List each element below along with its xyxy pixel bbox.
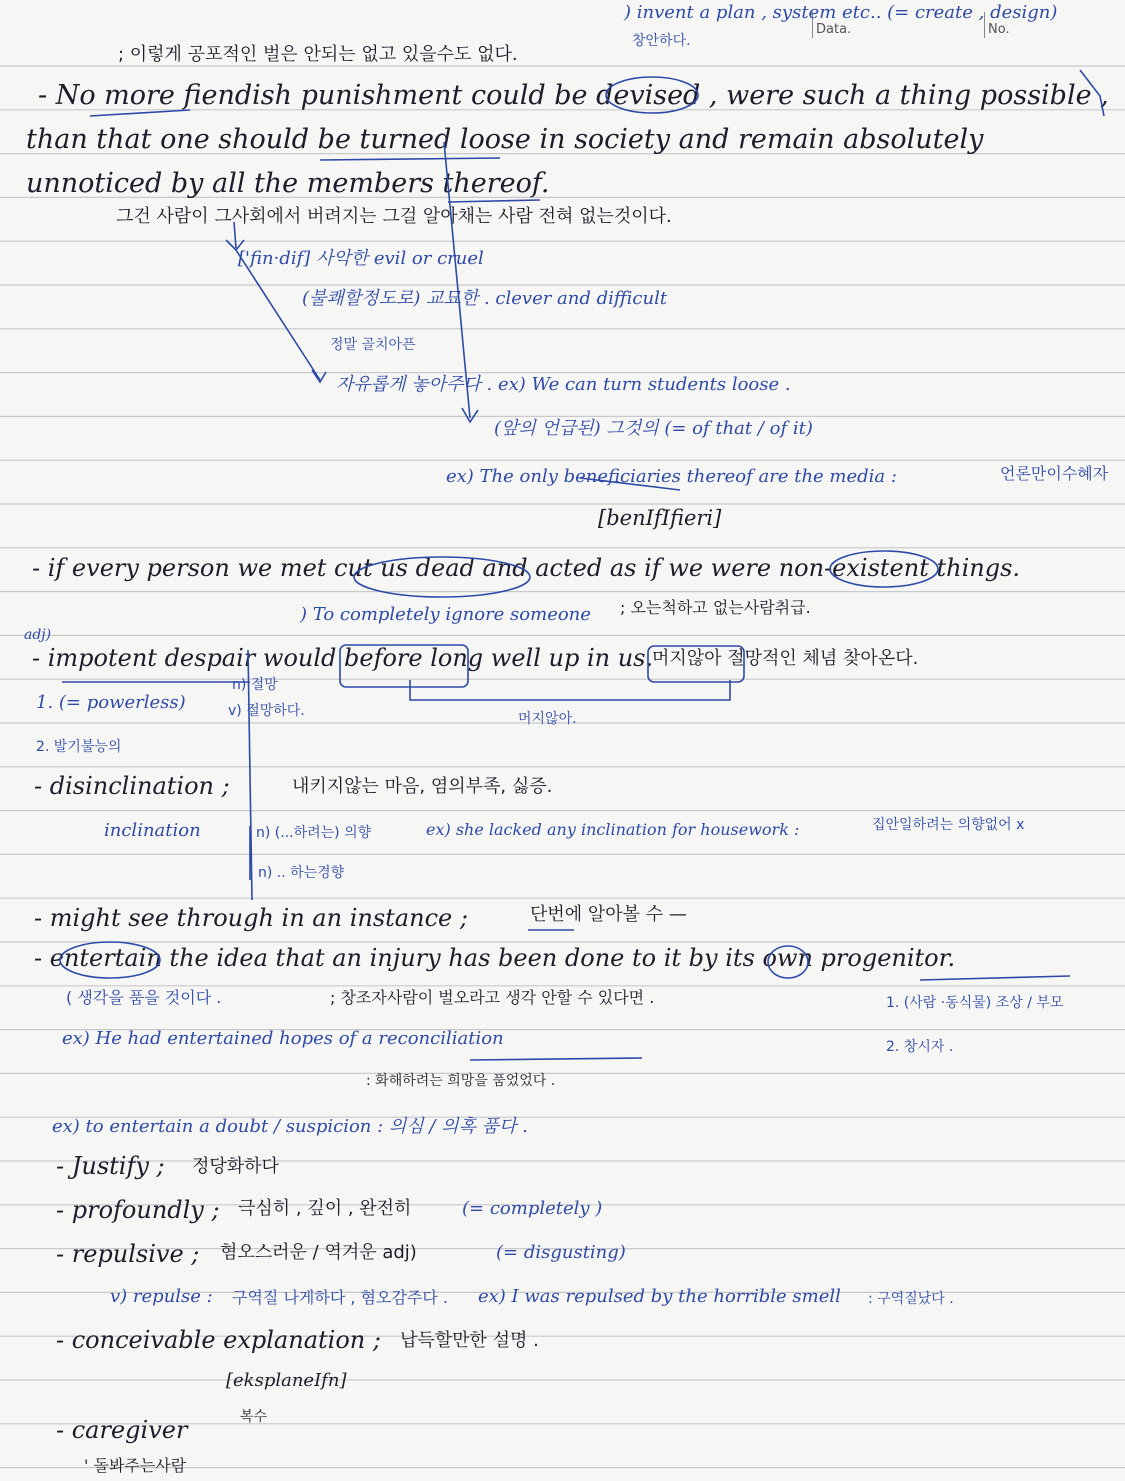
thereof-meaning: (앞의 언급된) 그것의 (= of that / of it) bbox=[494, 418, 813, 439]
inclination-meaning-2: n) .. 하는경향 bbox=[258, 865, 345, 881]
line-9-korean: 정당화하다 bbox=[192, 1156, 279, 1177]
top-korean-note: ; 이렇게 공포적인 벌은 안되는 없고 있을수도 없다. bbox=[118, 44, 518, 65]
line-11: - repulsive ; bbox=[56, 1240, 200, 1268]
caregiver-note: 복수 bbox=[240, 1409, 268, 1425]
profoundly-note: (= completely ) bbox=[462, 1198, 603, 1219]
inclination-meaning-1: n) (...하려는) 의향 bbox=[256, 825, 372, 841]
despair-verb: v) 절망하다. bbox=[228, 703, 305, 719]
line-6-korean: 내키지않는 마음, 염의부족, 싫증. bbox=[292, 776, 553, 797]
line-13: - caregiver bbox=[56, 1416, 188, 1444]
line-6: - disinclination ; bbox=[34, 772, 230, 800]
line-5: - impotent despair would before long well up in us. bbox=[32, 644, 654, 672]
devise-note-kr: 창안하다. bbox=[632, 33, 691, 49]
line-11-korean: 혐오스러운 / 역겨운 adj) bbox=[220, 1242, 417, 1263]
fiendish-pronunciation: ['fin·dif] 사악한 evil or cruel bbox=[238, 248, 484, 269]
explanation-pronunciation: [eksplaneIfn] bbox=[226, 1370, 347, 1391]
beneficiaries-pronunciation: [benIfIfieri] bbox=[598, 506, 722, 530]
entertain-meaning: ( 생각을 품을 것이다 . bbox=[66, 988, 222, 1007]
devise-note: ) invent a plan , system etc.. (= create , design) bbox=[624, 2, 1058, 23]
line-12: - conceivable explanation ; bbox=[56, 1326, 381, 1354]
line-2: than that one should be turned loose in society and remain absolutely bbox=[26, 124, 984, 155]
thereof-example-kr: 언론만이수혜자 bbox=[1000, 464, 1109, 483]
line-7-korean: 단번에 알아볼 수 — bbox=[530, 904, 687, 925]
progenitor-meaning-1: 1. (사람 ·동식물) 조상 / 부모 bbox=[886, 995, 1064, 1011]
line-3: unnoticed by all the members thereof. bbox=[26, 168, 550, 199]
cut-dead-korean: ; 오는척하고 없는사람취급. bbox=[620, 598, 811, 617]
line-8-korean: ; 창조자사람이 벌오라고 생각 안할 수 있다면 . bbox=[330, 988, 655, 1007]
thereof-example: ex) The only beneficiaries thereof are the media : bbox=[446, 466, 897, 487]
line-7: - might see through in an instance ; bbox=[34, 904, 468, 932]
fiendish-meaning-2: (불쾌할정도로) 교묘한 . clever and difficult bbox=[302, 288, 668, 309]
no-label: No. bbox=[988, 22, 1010, 37]
despair-noun: n) 절망 bbox=[232, 677, 278, 693]
repulse-example: ex) I was repulsed by the horrible smell bbox=[478, 1286, 841, 1307]
line-9: - Justify ; bbox=[56, 1152, 165, 1180]
line-1: - No more fiendish punishment could be devised , were such a thing possible , bbox=[38, 80, 1109, 111]
inclination-example: ex) she lacked any inclination for housework : bbox=[426, 820, 800, 839]
before-long-korean: 머지않아. bbox=[518, 711, 577, 727]
repulsive-note: (= disgusting) bbox=[496, 1242, 626, 1263]
cut-dead-meaning: ) To completely ignore someone bbox=[300, 604, 591, 625]
line-4: - if every person we met cut us dead and acted as if we were non-existent things. bbox=[32, 554, 1021, 582]
turn-loose-meaning: 자유롭게 놓아주다 . ex) We can turn students loose . bbox=[336, 374, 791, 395]
adj-mark: adj) bbox=[24, 627, 52, 643]
fiendish-meaning-3: 정말 골치아픈 bbox=[330, 337, 416, 353]
line-12-korean: 납득할만한 설명 . bbox=[400, 1330, 539, 1351]
repulse-meaning: 구역질 나게하다 , 혐오감주다 . bbox=[232, 1288, 448, 1307]
line-8: - entertain the idea that an injury has been done to it by its own progenitor. bbox=[34, 944, 956, 972]
line-3-korean: 그건 사람이 그사회에서 버려지는 그걸 알아채는 사람 전혀 없는것이다. bbox=[116, 206, 672, 227]
impotent-meaning-1: 1. (= powerless) bbox=[36, 692, 186, 713]
progenitor-meaning-2: 2. 창시자 . bbox=[886, 1039, 954, 1055]
inclination-example-kr: 집안일하려는 의향없어 x bbox=[872, 817, 1025, 833]
line-13-korean: ' 돌봐주는사람 bbox=[84, 1456, 187, 1475]
repulse-example-kr: : 구역질났다 . bbox=[868, 1291, 954, 1307]
data-label: Data. bbox=[816, 22, 852, 37]
repulse-word: v) repulse : bbox=[110, 1286, 213, 1307]
inclination-word: inclination bbox=[104, 820, 201, 841]
entertain-example-kr: : 화해하려는 희망을 품었었다 . bbox=[366, 1073, 556, 1089]
entertain-doubt-example: ex) to entertain a doubt / suspicion : 의심 / 의혹 품다 . bbox=[52, 1116, 528, 1137]
line-10-korean: 극심히 , 깊이 , 완전히 bbox=[238, 1198, 412, 1219]
entertain-example: ex) He had entertained hopes of a reconciliation bbox=[62, 1028, 504, 1049]
impotent-meaning-2: 2. 발기불능의 bbox=[36, 739, 122, 755]
line-5-korean: 머지않아 절망적인 체념 찾아온다. bbox=[652, 648, 919, 669]
line-10: - profoundly ; bbox=[56, 1196, 220, 1224]
